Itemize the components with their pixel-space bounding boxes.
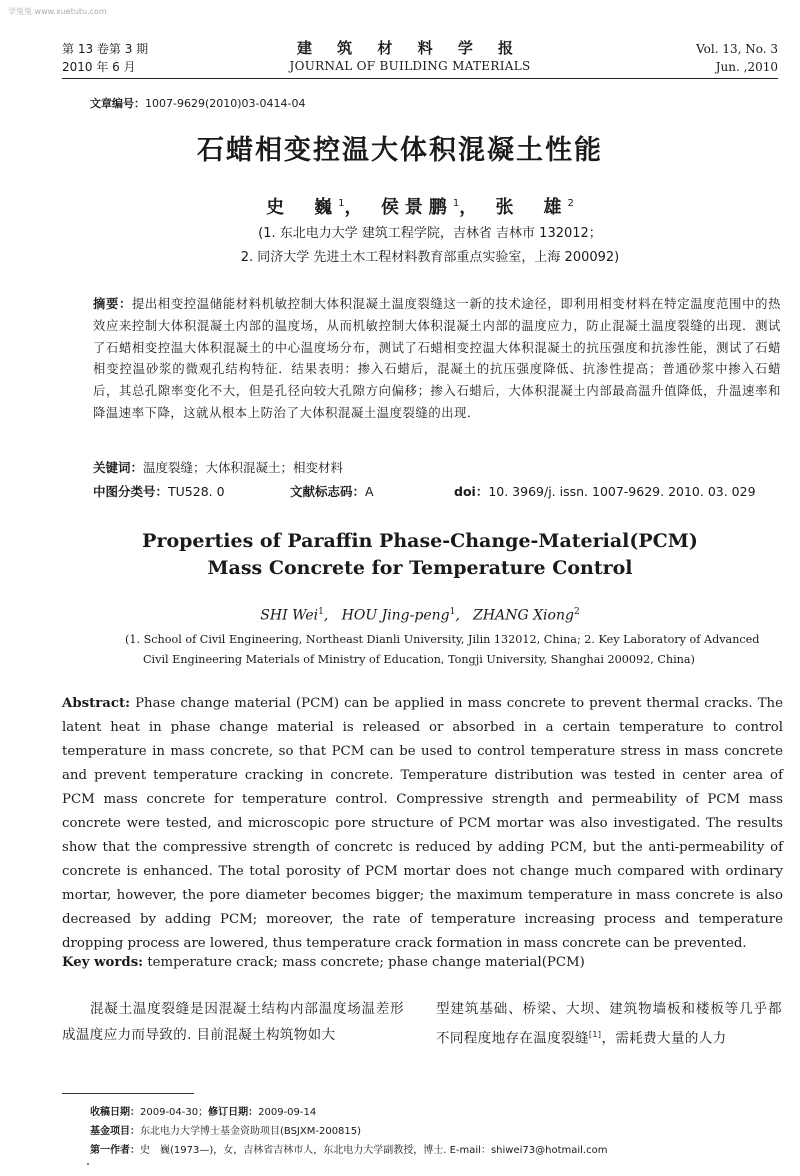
fund-text: 东北电力大学博士基金资助项目(BSJXM-200815) bbox=[140, 1126, 362, 1137]
body-right-text-end: ，需耗费大量的人力 bbox=[601, 1030, 727, 1047]
authors-en: SHI Wei$^1$, HOU Jing-peng$^1$, ZHANG Xiong$^2$ bbox=[260, 607, 580, 624]
received-date: 2009-04-30； bbox=[140, 1107, 209, 1118]
doi-value: 10. 3969/j. issn. 1007-9629. 2010. 03. 029 bbox=[488, 484, 756, 499]
first-author-label: 第一作者： bbox=[90, 1145, 140, 1156]
author-sup: 1 bbox=[318, 607, 324, 617]
journal-name-en: JOURNAL OF BUILDING MATERIALS bbox=[289, 59, 531, 73]
keywords-en-label: Key words: bbox=[62, 955, 144, 970]
keywords-cn-text: 温度裂缝；大体积混凝土；相变材料 bbox=[143, 460, 344, 475]
footnote-dates bbox=[90, 1103, 316, 1118]
header-volume-en bbox=[696, 40, 778, 76]
affiliation-en-2: Civil Engineering Materials of Ministry of Education, Tongji University, Shanghai 200092, China) bbox=[143, 653, 695, 666]
keywords-en-text: temperature crack; mass concrete; phase change material(PCM) bbox=[147, 955, 585, 970]
author-sup: 1 bbox=[449, 607, 456, 617]
title-cn: 石蜡相变控温大体积混凝土性能 bbox=[197, 135, 603, 166]
author-en: ZHANG Xiong bbox=[473, 607, 574, 624]
body-right-column bbox=[436, 996, 782, 1052]
abstract-cn bbox=[93, 294, 781, 425]
author-en: HOU Jing-peng bbox=[341, 607, 450, 624]
abstract-en-label: Abstract: bbox=[62, 696, 131, 711]
affiliation-cn-2: 2. 同济大学 先进土木工程材料教育部重点实验室，上海 200092) bbox=[240, 250, 620, 265]
fund-label: 基金项目： bbox=[90, 1126, 140, 1137]
received-label: 收稿日期： bbox=[90, 1107, 140, 1118]
document-code-value: A bbox=[365, 484, 374, 499]
affiliation-cn-1: (1. 东北电力大学 建筑工程学院，吉林省 吉林市 132012； bbox=[258, 226, 602, 241]
clc-number bbox=[93, 482, 225, 500]
author-sup: 1 bbox=[452, 198, 460, 209]
article-number-value: 1007-9629(2010)03-0414-04 bbox=[145, 97, 306, 110]
header-rule bbox=[62, 78, 778, 79]
author-sup: 1 bbox=[338, 198, 345, 209]
author-cn: 史 巍 bbox=[266, 197, 339, 218]
author-cn: 张 雄 bbox=[495, 197, 568, 218]
footnote-rule bbox=[62, 1093, 194, 1094]
watermark: 学兔兔 www.xuetutu.com bbox=[8, 7, 107, 16]
doi bbox=[454, 482, 756, 500]
article-number-label: 文章编号： bbox=[90, 97, 145, 110]
first-author-text: 史 巍(1973—)，女，吉林省吉林市人，东北电力大学副教授，博士. E-mail：shiwei73@hotmail.com bbox=[140, 1145, 608, 1156]
footnote-fund bbox=[90, 1122, 361, 1137]
author-sup: 2 bbox=[573, 607, 580, 617]
author-en: SHI Wei bbox=[260, 607, 319, 624]
journal-name-cn: 建 筑 材 料 学 报 bbox=[296, 39, 524, 57]
authors-cn: 史 巍$^1$， 侯景鹏$^1$， 张 雄$^2$ bbox=[266, 197, 574, 218]
abstract-en bbox=[62, 692, 783, 956]
abstract-cn-label: 摘要： bbox=[93, 297, 132, 311]
author-sup: 2 bbox=[567, 198, 574, 209]
affiliation-en-1: (1. School of Civil Engineering, Northeast Dianli University, Jilin 132012, China; 2. Key Laboratory of Advanced bbox=[125, 633, 760, 646]
volume-issue-en: Vol. 13, No. 3 bbox=[696, 42, 778, 56]
document-code-label: 文献标志码： bbox=[290, 484, 366, 499]
author-cn: 侯景鹏 bbox=[380, 197, 453, 218]
title-en-line-2: Mass Concrete for Temperature Control bbox=[207, 557, 633, 579]
journal-name bbox=[250, 38, 570, 74]
abstract-en-text: Phase change material (PCM) can be applied in mass concrete to prevent thermal cracks. The latent heat in phase change material is released or absorbed in a certain temperature to control temperature in mass concrete, so that PCM can be used to control temperature stress in mass concrete and prevent temperature cracking in concrete. Temperature distribution was tested in center area of PCM mass concrete for temperature control. Compressive strength and permeability of PCM mass concrete were tested, and microscopic pore structure of PCM mortar was also investigated. The results show that the compressive strength of concretc is reduced by adding PCM, but the anti-permeability of concrete is enhanced. The total porosity of PCM mortar does not change much compared with ordinary mortar, however, the pore diameter becomes bigger; the maximum temperature in mass concrete is also decreased by adding PCM; moreover, the rate of temperature increasing process and temperature dropping process are lowered, thus temperature crack formation in mass concrete can be prevented. bbox=[62, 696, 783, 951]
document-code bbox=[290, 482, 374, 500]
clc-label: 中图分类号： bbox=[93, 484, 169, 499]
body-right-text: 型建筑基础、桥梁、大坝、建筑物墙板和楼板等几乎都不同程度地存在温度裂缝 bbox=[436, 1001, 782, 1047]
date-en: Jun. ,2010 bbox=[715, 60, 778, 74]
header-volume-cn bbox=[62, 40, 148, 76]
keywords-en bbox=[62, 955, 585, 970]
footnote-author bbox=[90, 1141, 607, 1156]
keywords-cn bbox=[93, 458, 343, 476]
date-cn: 2010 年 6 月 bbox=[62, 60, 136, 74]
body-left-column: 混凝土温度裂缝是因混凝土结构内部温度场温差形成温度应力而导致的. 目前混凝土构筑物如大 bbox=[62, 1001, 404, 1043]
revised-date: 2009-09-14 bbox=[258, 1107, 317, 1118]
article-number bbox=[90, 95, 305, 111]
page-mark bbox=[87, 1163, 89, 1165]
clc-value: TU528. 0 bbox=[168, 484, 225, 499]
volume-issue-cn: 第 13 卷第 3 期 bbox=[62, 42, 149, 56]
keywords-cn-label: 关键词： bbox=[93, 460, 144, 475]
title-en-line-1: Properties of Paraffin Phase-Change-Material(PCM) bbox=[142, 530, 698, 552]
doi-label: doi： bbox=[454, 484, 489, 499]
affiliations-en bbox=[125, 630, 765, 670]
abstract-cn-text: 提出相变控温储能材料机敏控制大体积混凝土温度裂缝这一新的技术途径，即利用相变材料在特定温度范围中的热效应来控制大体积混凝土内部的温度场，从而机敏控制大体积混凝土内部的温度应力，防止混凝土温度裂缝的出现．测试了石蜡相变控温大体积混凝土的中心温度场分布，测试了石蜡相变控温大体积混凝土的抗压强度和抗渗性能，测试了石蜡相变控温砂浆的微观孔结构特征．结果表明：掺入石蜡后，混凝土的抗压强度降低、抗渗性提高；普通砂浆中掺入石蜡后，其总孔隙率变化不大，但是孔径向较大孔隙方向偏移；掺入石蜡后，大体积混凝土内部最高温升值降低，升温速率和降温速率下降，这就从根本上防治了大体积混凝土温度裂缝的出现． bbox=[93, 297, 781, 420]
revised-label: 修订日期： bbox=[208, 1107, 259, 1118]
citation-ref: [1] bbox=[588, 1030, 602, 1039]
